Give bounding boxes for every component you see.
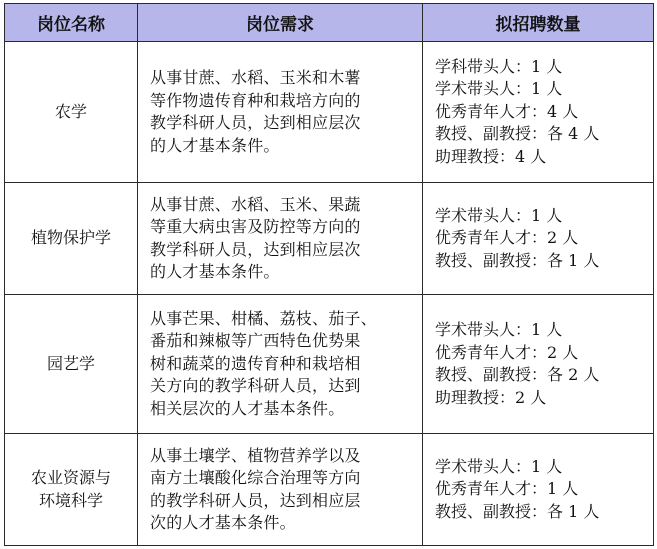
table-row	[5, 434, 654, 546]
requirement-line: 从事土壤学、植物营养学以及	[150, 445, 361, 465]
count-line: 教授、副教授：各 4 人	[435, 124, 600, 144]
requirement-line: 的教学科研人员，达到相应层	[150, 490, 361, 510]
count-line: 教授、副教授：各 1 人	[435, 501, 600, 521]
recruitment-table	[4, 3, 654, 546]
requirement-line: 番茄和辣椒等广西特色优势果	[150, 331, 361, 351]
position-cell	[5, 295, 138, 434]
count-line: 助理教授：4 人	[435, 146, 547, 166]
requirement-line: 从事甘蔗、水稻、玉米、果蔬	[150, 194, 361, 214]
header-requirement: 岗位需求	[138, 4, 423, 42]
count-line: 学科带头人：1 人	[435, 56, 563, 76]
requirement-line: 树和蔬菜的遗传育种和栽培相	[150, 353, 361, 373]
count-line: 学术带头人：1 人	[435, 79, 563, 99]
requirement-cell	[138, 434, 423, 546]
count-line: 学术带头人：1 人	[435, 205, 563, 225]
requirement-line: 等作物遗传育种和栽培方向的	[150, 90, 361, 110]
count-cell	[423, 183, 654, 295]
count-cell	[423, 434, 654, 546]
table-row	[5, 295, 654, 434]
position-name: 农学	[54, 101, 87, 121]
count-line: 优秀青年人才：4 人	[435, 101, 579, 121]
recruitment-table-container	[4, 3, 653, 546]
position-cell	[5, 183, 138, 295]
requirement-line: 关方向的教学科研人员，达到	[150, 376, 361, 396]
requirement-line: 相关层次的人才基本条件。	[150, 398, 345, 418]
count-line: 助理教授：2 人	[435, 387, 547, 407]
position-cell	[5, 434, 138, 546]
requirement-line: 南方土壤酸化综合治理等方向	[150, 468, 361, 487]
requirement-cell	[138, 42, 423, 183]
table-row	[5, 42, 654, 183]
position-name: 植物保护学	[30, 228, 111, 248]
requirement-line: 次的人才基本条件。	[150, 513, 296, 532]
count-line: 教授、副教授：各 1 人	[435, 250, 600, 270]
count-line: 学术带头人：1 人	[435, 456, 563, 476]
count-cell	[423, 42, 654, 183]
requirement-line: 教学科研人员，达到相应层次	[150, 239, 361, 259]
position-name: 园艺学	[46, 353, 95, 373]
requirement-line: 从事芒果、柑橘、荔枝、茄子、	[150, 308, 377, 328]
requirement-line: 从事甘蔗、水稻、玉米和木薯	[150, 68, 361, 87]
requirement-cell	[138, 183, 423, 295]
count-line: 优秀青年人才：2 人	[435, 342, 579, 362]
table-header-row	[5, 4, 654, 42]
count-line: 教授、副教授：各 2 人	[435, 365, 600, 384]
position-name-line: 农业资源与	[30, 468, 111, 487]
count-line: 学术带头人：1 人	[435, 320, 563, 339]
requirement-line: 教学科研人员，达到相应层次	[150, 113, 361, 132]
position-cell	[5, 42, 138, 183]
requirement-line: 等重大病虫害及防控等方向的	[150, 217, 361, 236]
table-row	[5, 183, 654, 295]
header-count: 拟招聘数量	[423, 4, 654, 42]
header-position-name: 岗位名称	[5, 4, 138, 42]
requirement-line: 的人才基本条件。	[150, 262, 280, 281]
count-cell	[423, 295, 654, 434]
count-line: 优秀青年人才：1 人	[435, 479, 579, 499]
requirement-line: 的人才基本条件。	[150, 135, 280, 155]
count-line: 优秀青年人才：2 人	[435, 228, 579, 248]
position-name-line: 环境科学	[38, 490, 103, 510]
requirement-cell	[138, 295, 423, 434]
